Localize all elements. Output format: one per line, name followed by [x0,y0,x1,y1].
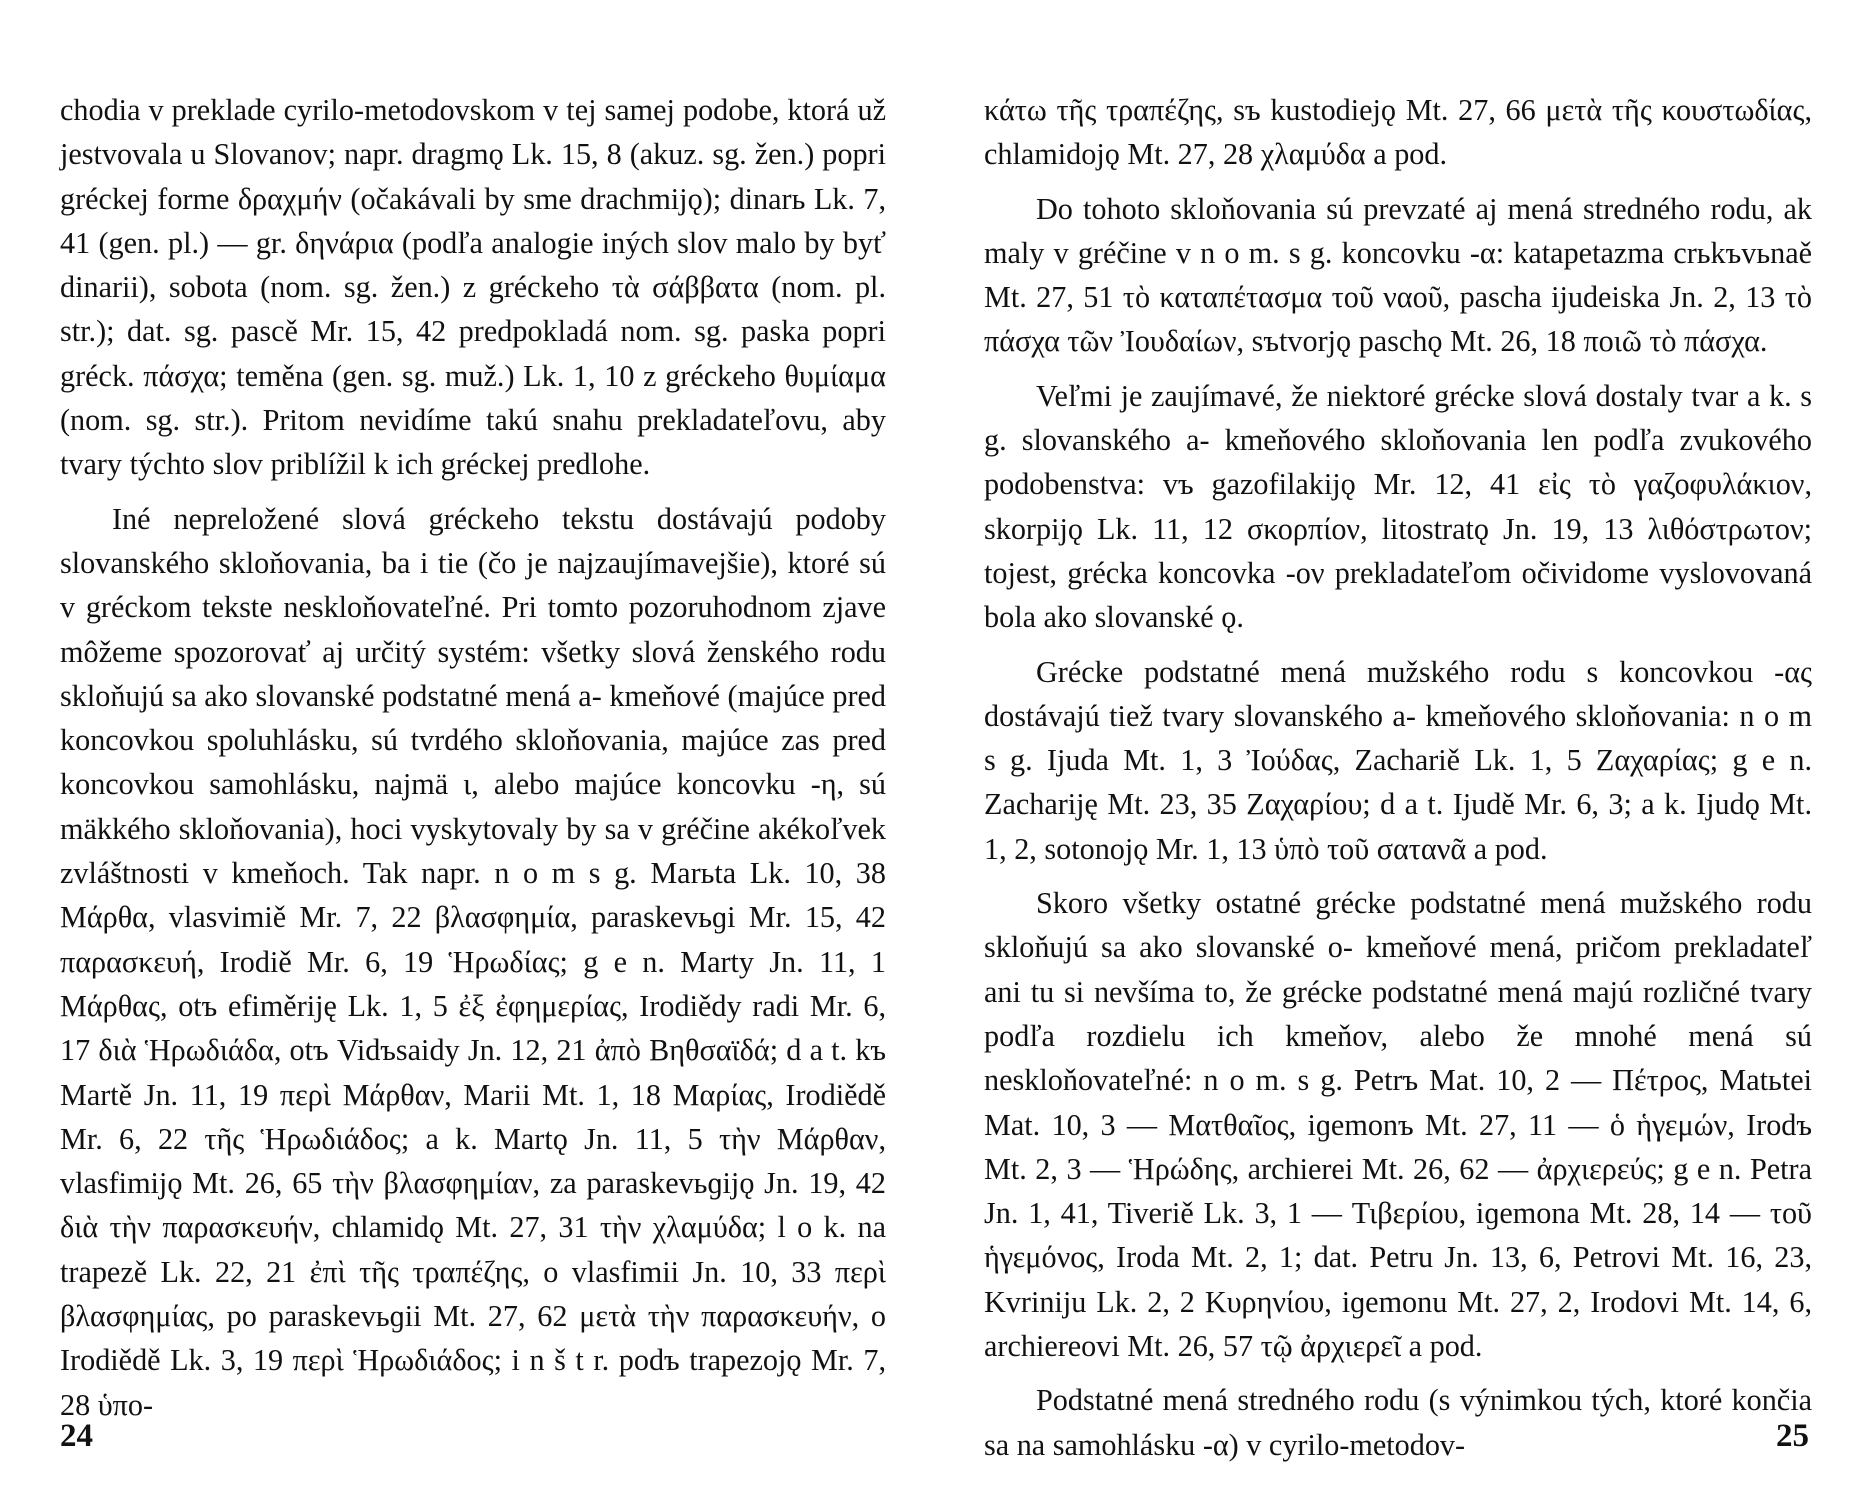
paragraph: Iné nepreložené slová gréckeho tekstu dostávajú podoby slovanského skloňovania, ba i tie (čo je najzaujímavejšie), ktoré sú v gréckom tekste neskloňovateľné. Pri tomto pozoruhodnom zjave môžeme spozorovať aj určitý systém: všetky slová ženského rodu skloňujú sa ako slovanské podstatné mená a- kmeňové (majúce pred koncovkou spoluhlásku, sú tvrdého skloňovania, majúce zas pred koncovkou samohlásku, najmä ι, alebo majúce koncovku -η, sú mäkkého skloňovania), hoci vyskytovaly by sa v gréčine akékoľvek zvláštnosti v kmeňoch. Tak napr. n o m s g. Marьta Lk. 10, 38 Μάρθα, vlasvimiě Mr. 7, 22 βλασφημία, paraskevьɡi Mr. 15, 42 παρασκευή, Irodiě Mr. 6, 19 Ἡρωδίας; g e n. Marty Jn. 11, 1 Μάρθας, otъ efiměriję Lk. 1, 5 ἐξ ἐφημερίας, Irodiědy radi Mr. 6, 17 διὰ Ἡρωδιάδα, otъ Vidъsaidy Jn. 12, 21 ἀπὸ Βηθσαϊδά; d a t. kъ Martě Jn. 11, 19 περὶ Μάρθαν, Marii Mt. 1, 18 Μαρίας, Irodiědě Mr. 6, 22 τῆς Ἡρωδιάδος; a k. Martǫ Jn. 11, 5 τὴν Μάρθαν, vlasfimijǫ Mt. 26, 65 τὴν βλασφημίαν, za paraskevьɡijǫ Jn. 19, 42 διὰ τὴν παρασκευήν, chlamidǫ Mt. 27, 31 τὴν χλαμύδα; l o k. na trapezě Lk. 22, 21 ἐπὶ τῆς τραπέζης, o vlasfimii Jn. 10, 33 περὶ βλασφημίας, po paraskevьɡii Mt. 27, 62 μετὰ τὴν παρασκευήν, o Irodiědě Lk. 3, 19 περὶ Ἡρωδιάδος; i n š t r. podъ trapezojǫ Mr. 7, 28 ὑπο- [60,501,886,1422]
page-number-left: 24 [60,1418,93,1454]
left-page [60,88,886,1427]
page-number-right: 25 [1776,1418,1809,1454]
right-page [984,88,1812,1467]
paragraph: κάτω τῆς τραπέζης, sъ kustodiejǫ Mt. 27, 66 μετὰ τῆς κουστωδίας, chlamidojǫ Mt. 27, 28 χλαμύδα a pod. [984,93,1812,172]
paragraph: Podstatné mená stredného rodu (s výnimkou tých, ktoré končia sa na samohlásku -α) v cyrilo-metodov- [984,1383,1812,1462]
paragraph: chodia v preklade cyrilo-metodovskom v tej samej podobe, ktorá už jestvovala u Slovanov; napr. dragmǫ Lk. 15, 8 (akuz. sg. žen.) popri gréckej forme δραχμήν (očakávali by sme drachmijǫ); dinarь Lk. 7, 41 (gen. pl.) — gr. δηνάρια (podľa analogie iných slov malo by byť dinarii), sobota (nom. sg. žen.) z gréckeho τὰ σάββατα (nom. pl. str.); dat. sg. pascě Mr. 15, 42 predpokladá nom. sg. paska popri gréck. πάσχα; teměna (gen. sg. muž.) Lk. 1, 10 z gréckeho θυμίαμα (nom. sg. str.). Pritom nevidíme takú snahu prekladateľovu, aby tvary týchto slov priblížil k ich gréckej predlohe. [60,93,886,482]
paragraph: Grécke podstatné mená mužského rodu s koncovkou -ας dostávajú tiež tvary slovanského a- kmeňového skloňovania: n o m s g. Ijuda Mt. 1, 3 Ἰούδας, Zachariě Lk. 1, 5 Ζαχαρίας; g e n. Zachariję Mt. 23, 35 Ζαχαρίου; d a t. Ijudě Mr. 6, 3; a k. Ijudǫ Mt. 1, 2, sotonojǫ Mr. 1, 13 ὑπὸ τοῦ σατανᾶ a pod. [984,654,1812,866]
paragraph: Veľmi je zaujímavé, že niektoré grécke slová dostaly tvar a k. s g. slovanského a- kmeňového skloňovania len podľa zvukového podobenstva: vъ gazofilakijǫ Mr. 12, 41 εἰς τὸ γαζοφυλάκιον, skorpijǫ Lk. 11, 12 σκορπίον, litostratǫ Jn. 19, 13 λιθόστρωτον; tojest, grécka koncovka -ον prekladateľom očividome vyslovovaná bola ako slovanské ǫ. [984,378,1812,635]
paragraph: Skoro všetky ostatné grécke podstatné mená mužského rodu skloňujú sa ako slovanské o- kmeňové mená, pričom prekladateľ ani tu si nevšíma to, že grécke podstatné mená majú rozličné tvary podľa rozdielu ich kmeňov, alebo že mnohé mená sú neskloňovateľné: n o m. s g. Petrъ Mat. 10, 2 — Πέτρος, Matьtei Mat. 10, 3 — Ματθαῖος, iɡemonъ Mt. 27, 11 — ὁ ἡγεμών, Irodъ Mt. 2, 3 — Ἡρώδης, archierei Mt. 26, 62 — ἀρχιερεύς; g e n. Petra Jn. 1, 41, Tiveriě Lk. 3, 1 — Τιβερίου, iɡemona Mt. 28, 14 — τοῦ ἡγεμόνος, Iroda Mt. 2, 1; dat. Petru Jn. 13, 6, Petrovi Mt. 16, 23, Kvriniju Lk. 2, 2 Κυρηνίου, iɡemonu Mt. 27, 2, Irodovi Mt. 14, 6, archiereovi Mt. 26, 57 τῷ ἀρχιερεῖ a pod. [984,886,1812,1364]
paragraph: Do tohoto skloňovania sú prevzaté aj mená stredného rodu, ak maly v gréčine v n o m. s g. koncovku -α: katapetazma crьkъvьnaě Mt. 27, 51 τὸ καταπέτασμα τοῦ ναοῦ, pascha ijudeiska Jn. 2, 13 τὸ πάσχα τῶν Ἰουδαίων, sъtvorjǫ paschǫ Mt. 26, 18 ποιῶ τὸ πάσχα. [984,191,1812,359]
